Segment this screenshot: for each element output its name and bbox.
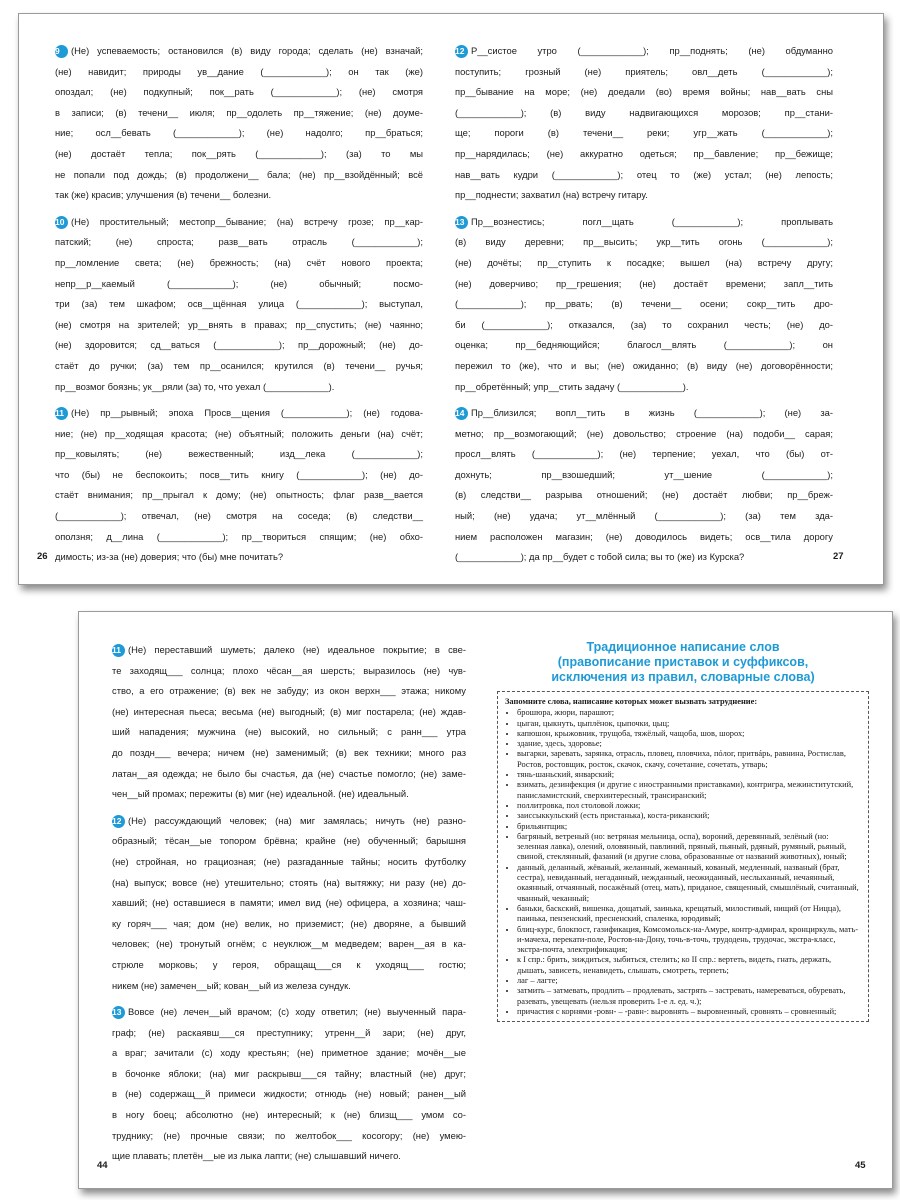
rules-item: • капюшон, крыжовник, трущоба, тяжёлый, чащоба, шов, шорох;: [517, 729, 861, 739]
exercise-text: Р__систое утро (____________); пр__поднять; (не) обдуманно: [471, 45, 833, 56]
exercise-number-badge: 11: [112, 644, 125, 657]
rules-item: • здание, здесь, здоровье;: [517, 739, 861, 749]
exercise-text: пр__ломление света; (не) брежность; (на) счёт нового проекта;: [55, 256, 423, 268]
exercise-line: [55, 315, 423, 336]
textbook-spread-bottom: [78, 611, 893, 1189]
exercise-number-badge: 12: [112, 815, 125, 828]
exercise-line: [55, 377, 423, 398]
exercise-text: образный; тёсан__ые топором брёвна; крайне (не) обученный; барышня: [112, 835, 466, 847]
exercise-text: что (бы) не беспокоить; посв__тить книгу (____________); (не) до-: [55, 468, 423, 480]
exercise-text: (Не) переставший шуметь; далеко (не) идеальное покрытие; в све-: [128, 644, 466, 655]
exercise-line: [55, 444, 423, 465]
exercise-line: [455, 527, 833, 548]
exercise-line: [455, 212, 833, 233]
rules-list: [505, 708, 861, 1017]
rules-item: • выгарки, заревать, зарянка, отрасль, пловец, пловчиха, пóлог, притвáрь, равнина, Ростислав, Ростов, ростовщик, росток, скачок, скачу, сочетание, сочетать, утварь;: [517, 749, 861, 770]
exercise-text: дохнуть; пр__взошедший; ут__шение (____________);: [455, 468, 833, 480]
exercise-number-badge: 10: [55, 216, 68, 229]
exercise-text: би (____________); отказался, (за) то сохранил честь; (не) до-: [455, 318, 833, 330]
exercise-line: [112, 1105, 466, 1126]
exercise-text: нав__вать кудри (____________); отец то (же) устал; (не) лепость;: [455, 168, 833, 180]
exercise-text: Вовсе (не) лечен__ый врачом; (с) ходу ответил; (не) выученный пара-: [128, 1006, 466, 1018]
exercise-text: ство, а его отражение; (в) век не забуду; из окон верхн___ этажа; никому: [112, 685, 466, 697]
exercise-text: (Не) рассуждающий человек; (на) миг замялась; ничуть (не) разно-: [128, 814, 466, 826]
exercise-number-badge: 11: [55, 407, 68, 420]
exercise-number-badge: 9: [55, 45, 68, 58]
exercise-11: [55, 403, 423, 568]
exercise-text: оценка; пр__бедняющийся; благосл__влять (____________); он: [455, 339, 833, 351]
exercise-10: [55, 212, 423, 397]
rules-item: • причастия с корнями -ровн- – -равн-: выровнять – выровненный, сровнять – сровненный;: [517, 1007, 861, 1017]
exercise-text: оползня; д__лина (____________); пр__твориться спящим; (не) обхо-: [55, 530, 423, 542]
exercise-line: [55, 424, 423, 445]
exercise-line: [112, 743, 466, 764]
exercise-text: ние; (не) пр__ходящая красота; (не) объятный; положить деньги (на) счёт;: [55, 427, 423, 439]
rules-item: • цыган, цыкнуть, цыплёнок, цыпочки, цыц;: [517, 719, 861, 729]
exercise-line: [455, 165, 833, 186]
exercise-text: чен__ый промах; пережиты (в) миг (не) идеальной. (не) идеальный.: [112, 788, 409, 800]
exercise-line: [112, 661, 466, 682]
exercise-text: пр__ковылять; (не) вежественный; изд__лека (____________);: [55, 448, 423, 460]
exercise-text: (не) стройная, но грациозная; (не) разгаданные тайны; носить футболку: [112, 855, 466, 867]
exercise-text: (не) навидит; природы ув__дание (____________); он так (же): [55, 65, 423, 77]
exercise-line: [455, 253, 833, 274]
exercise-text: (____________); да пр__будет с тобой сила; вы то (же) из Курска?: [455, 551, 745, 563]
exercise-text: не попали под дождь; (в) продолжени__ бала; (не) пр__взойдённый; всё: [55, 168, 423, 180]
exercise-line: [55, 165, 423, 186]
exercise-line: [112, 702, 466, 723]
exercise-text: (____________); пр__рвать; (в) течени__ осени; сокр__тить дро-: [455, 298, 833, 310]
exercise-text: пр__обретённый; упр__стить задачу (____________).: [455, 380, 689, 392]
page-27: [455, 41, 833, 574]
rules-item: • брильянтщик;: [517, 822, 861, 832]
exercise-line: [55, 144, 423, 165]
exercise-text: пр__нарядилась; (не) аккуратно одеться; пр__бавление; пр__бежище;: [455, 147, 833, 159]
exercise-12: [455, 41, 833, 206]
exercise-text: (____________); отвечал, (не) смотря на соседа; (в) следстви__: [55, 510, 423, 522]
exercise-text: до поздн___ вечера; ничем (не) заменимый; (в) век техники; много раз: [112, 746, 466, 758]
exercise-line: [55, 294, 423, 315]
exercise-number-badge: 12: [455, 45, 468, 58]
page-26: [55, 41, 423, 574]
rules-box: [497, 691, 869, 1022]
exercise-line: [55, 185, 423, 206]
exercise-line: [112, 831, 466, 852]
exercise-text: ший нападения; мужчина (не) высокий, но сильный; с ранн___ утра: [112, 726, 466, 738]
exercise-13: [112, 1002, 466, 1167]
exercise-text: три (за) тем шкафом; осв__щённая улица (____________); выступал,: [55, 298, 423, 310]
exercise-text: (Не) пр__рывный; эпоха Просв__щения (____________); (не) годова-: [71, 407, 423, 419]
exercise-text: (не) дочёты; пр__ступить к посадке; вышел (на) встречу другу;: [455, 256, 833, 268]
exercise-11: [112, 640, 466, 805]
exercise-text: в бочонке яблоки; (на) миг раскрывш___ся тайну; властный (не) друг;: [112, 1067, 466, 1079]
exercise-text: Пр__близился; вопл__тить в жизнь (____________); (не) за-: [471, 407, 833, 419]
exercise-line: [455, 506, 833, 527]
exercise-line: [455, 294, 833, 315]
exercise-text: пережил то (же), что и вы; (не) ожиданно; (в) виду (не) договорённости;: [455, 359, 833, 371]
exercise-line: [455, 403, 833, 424]
exercise-text: нием расположен магазин; (не) доводилось видеть; осв__тила дорогу: [455, 530, 833, 542]
rules-item: • взимать, дезинфекция (и другие с иностранными приставками), контригра, межинститутский, панисламистский, сверхинтересный, трансиранский;: [517, 780, 861, 801]
exercise-text: человек; (не) тронутый огнём; с неуклюж__м медведем; варен__ая в ка-: [112, 938, 466, 950]
exercise-line: [55, 465, 423, 486]
exercise-line: [455, 424, 833, 445]
exercise-text: латан__ая одежда; не было бы счастья, да (не) счастье помогло; (не) заме-: [112, 767, 466, 779]
exercise-line: [112, 811, 466, 832]
exercise-line: [55, 274, 423, 295]
exercise-line: [112, 1146, 466, 1167]
rules-item: • тянь-шаньский, январский;: [517, 770, 861, 780]
exercise-text: в ногу боец; абсолютно (не) интересный; к (не) близщ___ умом со-: [112, 1109, 466, 1121]
rules-item: • брошюра, жюри, парашют;: [517, 708, 861, 718]
exercise-text: те заходящ___ солнца; плохо чёсан__ая шерсть; выразилось (не) чув-: [112, 664, 466, 676]
rules-item: • багряный, ветреный (но: ветряная мельница, оспа), вороний, деревянный, зелёный (но: зеленная лавка), олений, оловянный, павлиний, пряный, пьяный, рдяный, румяный, рьяный, свиной, стеклянный, фазаний (и другие слова, образованные от названий животных), юный;: [517, 832, 861, 863]
exercise-line: [55, 527, 423, 548]
rules-item: • блиц-курс, блокпост, газификация, Комсомольск-на-Амуре, контр-адмирал, кронциркуль, мать-и-мачеха, перекати-поле, Ростов-на-Дону, точь-в-точь, трудодень, трудочас, экстра-класс, экстра-почта, электрификация;: [517, 925, 861, 956]
textbook-spread-top: [18, 13, 884, 585]
exercise-line: [455, 377, 833, 398]
exercise-line: [455, 103, 833, 124]
exercise-line: [455, 465, 833, 486]
exercise-line: [455, 485, 833, 506]
rules-item: • данный, деланный, жёваный, желанный, жеманный, кованый, медленный, названый (брат, сестра), невиданный, негаданный, нежданный, неожиданный, неслыханный, нечаянный, окаянный, отчаянный, посажёный (отец, мать), приданое, священный, смышлёный, считанный, чванный, чеканный;: [517, 863, 861, 904]
exercise-line: [55, 485, 423, 506]
exercise-text: (____________); (в) виду надвигающихся морозов; пр__стани-: [455, 106, 833, 118]
exercise-line: [455, 315, 833, 336]
rules-item: • баньки, баскский, вишенка, дощатый, заинька, крещатый, милостивый, нищий (от Ницца), паинька, пензенский, пресненский, спаленка, юродивый;: [517, 904, 861, 925]
exercise-line: [55, 103, 423, 124]
page-number-45: 45: [855, 1160, 866, 1171]
exercise-text: (Не) простительный; местопр__бывание; (на) встречу грозе; пр__кар-: [71, 215, 423, 227]
exercise-text: стаёт внимания; пр__прыгал к дому; (не) опытность; флаг разв__вается: [55, 489, 423, 501]
exercise-text: поступить; грозный (не) приятель; овл__деть (____________);: [455, 65, 833, 77]
exercise-line: [55, 253, 423, 274]
exercise-text: (не) интересная пьеса; весьма (не) выгодный; (в) миг постарела; (не) ждав-: [112, 705, 466, 717]
exercise-text: (не) достаёт тепла; пок__рять (____________); (за) то мы: [55, 147, 423, 159]
exercise-line: [112, 1043, 466, 1064]
exercise-number-badge: 14: [455, 407, 468, 420]
rules-item: • поллитровка, пол столовой ложки;: [517, 801, 861, 811]
exercise-line: [455, 185, 833, 206]
exercise-text: граф; (не) раскаявш___ся преступнику; утренн__й зари; (не) друг,: [112, 1026, 466, 1038]
rules-title-line: (правописание приставок и суффиксов,: [557, 655, 809, 669]
exercise-line: [112, 784, 466, 805]
exercise-text: в (не) содержащ__й примеси жидкости; отнюдь (не) новый; ранен__ый: [112, 1088, 466, 1100]
exercise-line: [112, 1084, 466, 1105]
exercise-line: [112, 722, 466, 743]
exercise-text: димость; из-за (не) доверия; что (бы) мне почитать?: [55, 551, 284, 563]
exercise-text: стаёт до ручки; (за) тем пр__осанился; крутился (в) течени__ ручья;: [55, 359, 423, 371]
exercise-text: опоздал; (не) подкупный; пок__рать (____________); (не) смотря: [55, 86, 423, 98]
exercise-line: [55, 232, 423, 253]
exercise-text: хавший; (не) оставшиеся в памяти; имел вид (не) офицера, а хозяина; чаш-: [112, 897, 466, 909]
rules-item: • к I спр.: брить, зиждиться, зыбиться, стелить; ко II спр.: вертеть, видеть, гнать, держать, дышать, зависеть, ненавидеть, слышать, смотреть, терпеть;: [517, 955, 861, 976]
exercise-line: [455, 547, 833, 568]
exercise-line: [55, 403, 423, 424]
rules-title: [497, 640, 869, 685]
exercise-line: [455, 144, 833, 165]
exercise-line: [55, 123, 423, 144]
exercise-text: просл__влять (____________); (не) терпение; уехал, что (бы) от-: [455, 448, 833, 460]
exercise-text: ный; (не) удача; ут__млённый (____________); (за) тем зда-: [455, 510, 833, 522]
exercise-text: стрюле морковь; у героя, обращащ___ся к уходящ___ гостю;: [112, 958, 466, 970]
exercise-line: [455, 444, 833, 465]
exercise-line: [455, 41, 833, 62]
exercise-text: патский; (не) спроста; разв__вать отрасль (____________);: [55, 236, 423, 248]
exercise-text: пр__возмог боязнь; ук__ряли (за) то, что уехал (____________).: [55, 380, 335, 392]
exercise-line: [55, 356, 423, 377]
exercise-line: [455, 274, 833, 295]
exercise-line: [55, 335, 423, 356]
exercise-text: пр__бывание на море; (не) доедали (во) время войны; нав__вать сны: [455, 86, 833, 98]
exercise-text: ку горяч___ чая; дом (не) велик, но приземист; (не) дворяне, а бывший: [112, 917, 466, 929]
exercise-line: [112, 1064, 466, 1085]
exercise-line: [455, 62, 833, 83]
exercise-line: [112, 1002, 466, 1023]
rules-intro: Запомните слова, написание которых может вызвать затруднение:: [505, 697, 758, 706]
exercise-text: (на) выпуск; вовсе (не) утешительно; стоять (на) вытяжку; ни разу (не) до-: [112, 876, 466, 888]
exercise-text: (в) виду деревни; пр__высить; укр__тить огонь (____________);: [455, 236, 833, 248]
exercise-text: так (же) красив; улучшения (в) течени__ болезни.: [55, 189, 272, 201]
exercise-text: в записи; (в) течени__ июля; пр__одолеть пр__тяжение; (не) доуме-: [55, 106, 423, 118]
exercise-line: [112, 681, 466, 702]
exercise-text: труднику; (не) прочные связи; по желтобок___ косогору; (не) умею-: [112, 1129, 466, 1141]
exercise-line: [112, 764, 466, 785]
exercise-text: (не) смотря на зрителей; ур__внять в правах; пр__спустить; (не) чаянно;: [55, 318, 423, 330]
exercise-text: ние; осл__бевать (____________); (не) надолго; пр__браться;: [55, 127, 423, 139]
rules-item: • заиссыккульский (есть пристанька), коста-риканский;: [517, 811, 861, 821]
exercise-text: щие плавать; плетён__ые из лыка лапти; (не) слышавший ничего.: [112, 1150, 401, 1162]
exercise-line: [112, 893, 466, 914]
exercise-line: [112, 914, 466, 935]
exercise-line: [112, 934, 466, 955]
exercise-line: [55, 547, 423, 568]
page-number-27: 27: [833, 551, 844, 562]
rules-item: • лаг – лагте;: [517, 976, 861, 986]
exercise-line: [112, 976, 466, 997]
page-44: [112, 640, 466, 1173]
exercise-line: [455, 82, 833, 103]
rules-title-line: Традиционное написание слов: [586, 640, 780, 654]
exercise-line: [55, 212, 423, 233]
exercise-line: [55, 506, 423, 527]
exercise-line: [455, 232, 833, 253]
exercise-text: Пр__вознестись; погл__щать (____________); проплывать: [471, 215, 833, 227]
exercise-line: [55, 41, 423, 62]
exercise-number-badge: 13: [455, 216, 468, 229]
exercise-number-badge: 13: [112, 1006, 125, 1019]
exercise-line: [55, 82, 423, 103]
exercise-line: [455, 335, 833, 356]
exercise-text: (Не) успеваемость; остановился (в) виду города; сделать (не) взначай;: [71, 45, 423, 56]
page-number-26: 26: [37, 551, 48, 562]
exercise-line: [112, 852, 466, 873]
exercise-12: [112, 811, 466, 996]
exercise-line: [112, 873, 466, 894]
exercise-text: метно; пр__возмогающий; (не) довольство; строение (на) подоби__ сарая;: [455, 427, 833, 439]
exercise-line: [455, 123, 833, 144]
exercise-line: [55, 62, 423, 83]
exercise-line: [112, 640, 466, 661]
exercise-text: а враг; зачитали (с) ходу крестьян; (не) приметное здание; мочён__ые: [112, 1047, 466, 1059]
exercise-line: [455, 356, 833, 377]
exercise-text: (не) доверчиво; пр__грешения; (не) достаёт времени; запл__тить: [455, 277, 833, 289]
exercise-text: (в) следстви__ разрыва отношений; (не) достаёт любви; пр__бреж-: [455, 489, 833, 501]
page-number-44: 44: [97, 1160, 108, 1171]
exercise-text: (не) здоровится; сд__ваться (____________); пр__дорожный; (не) до-: [55, 339, 423, 351]
exercise-13: [455, 212, 833, 397]
exercise-text: непр__р__каемый (____________); (не) обычный; посмо-: [55, 277, 423, 289]
exercise-text: ще; пороги (в) течени__ реки; угр__жать (____________);: [455, 127, 833, 139]
exercise-text: никем (не) замечен__ый; кован__ый из железа сундук.: [112, 979, 351, 991]
exercise-14: [455, 403, 833, 568]
exercise-text: пр__поднести; захватил (на) встречу гитару.: [455, 189, 648, 201]
page-45: [497, 640, 869, 1022]
rules-title-line: исключения из правил, словарные слова): [551, 670, 815, 684]
exercise-line: [112, 1126, 466, 1147]
exercise-line: [112, 1023, 466, 1044]
rules-item: • затмить – затмевать, продлить – продлевать, застрять – застревать, намереваться, обуревать, разевать, увещевать (нельзя проверить 1-е л. ед. ч.);: [517, 986, 861, 1007]
exercise-line: [112, 955, 466, 976]
exercise-9: [55, 41, 423, 206]
